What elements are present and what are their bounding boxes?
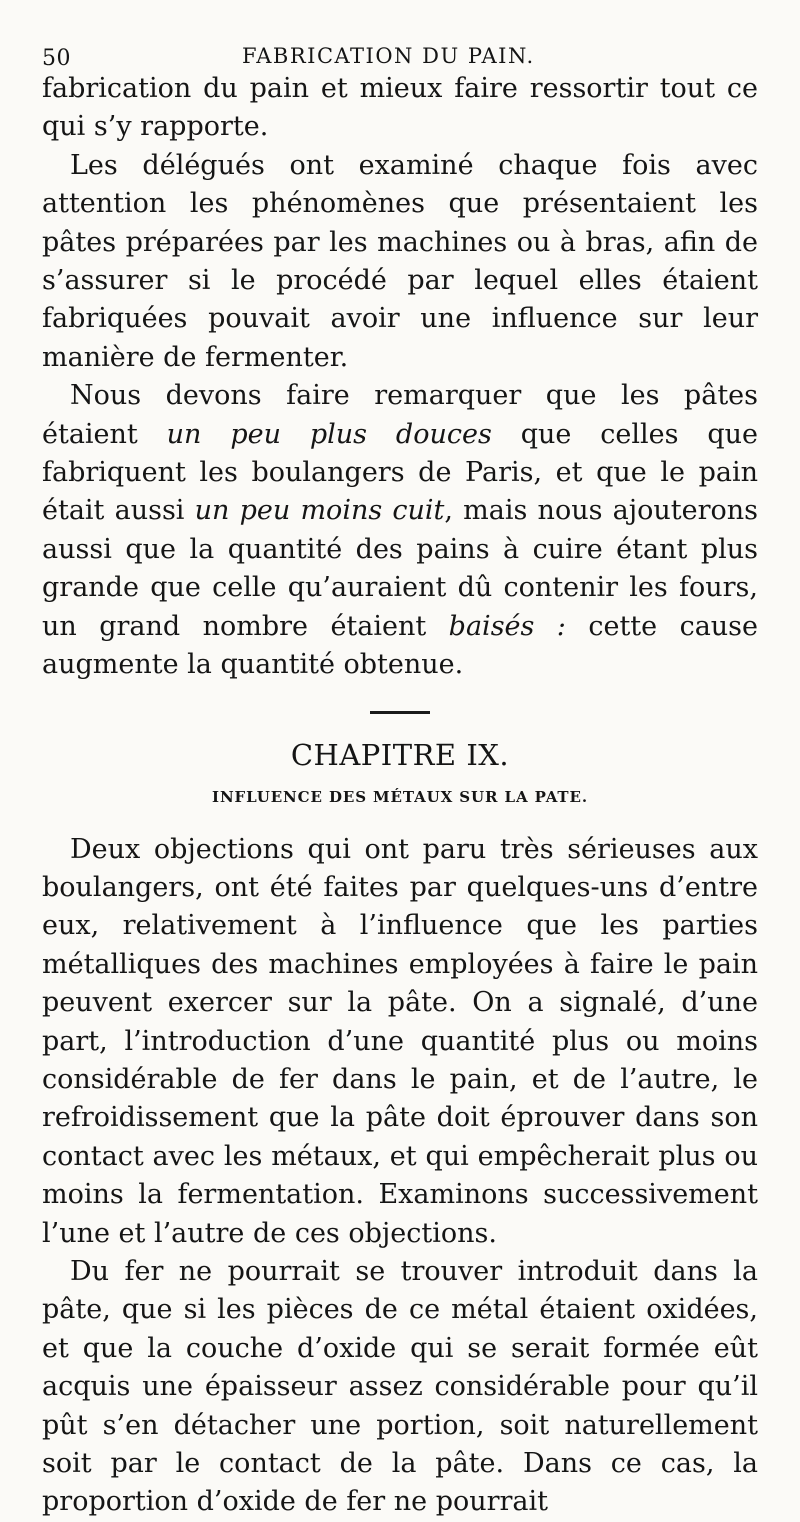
running-title: FABRICATION DU PAIN. <box>242 44 535 68</box>
paragraph-remarks-text-3: , mais nous ajouterons aussi que la quantité des pains à cuire étant plus grande que celle qu’auraient dû contenir les fours, un grand nombre étaient <box>42 495 758 642</box>
paragraph-iron: Du fer ne pourrait se trouver introduit dans la pâte, que si les pièces de ce métal étaient oxidées, et que la couche d’oxide qui se serait formée eût acquis une épaisseur assez considérable pour qu’il pût s’en détacher une portion, soit naturellement soit par le contact de la pâte. Dans ce cas, la proportion d’oxide de fer ne pourrait <box>42 1255 758 1518</box>
paragraph-remarks-text-2: que celles que fabriquent les boulangers de Paris, et que le pain était aussi <box>42 418 758 527</box>
paragraph-continuation: fabrication du pain et mieux faire ressortir tout ce qui s’y rapporte. <box>42 73 758 143</box>
italic-word-baises: baisés : <box>448 610 566 642</box>
chapter-title: CHAPITRE IX. <box>290 737 510 772</box>
running-header <box>42 28 758 70</box>
paragraph-remarks-text-1: Nous devons faire remarquer que les pâtes étaient <box>42 380 758 450</box>
paragraph-delegates: Les délégués ont examiné chaque fois avec attention les phénomènes que présentaient les pâtes préparées par les machines ou à bras, afin de s’assurer si le procédé par lequel elles étaient fabriquées pouvait avoir une influence sur leur manière de fermenter. <box>42 149 758 373</box>
italic-phrase-cuit: un peu moins cuit <box>194 495 445 527</box>
italic-phrase-douces: un peu plus douces <box>166 418 492 450</box>
paragraph-remarks <box>42 377 758 684</box>
paragraph-remarks-text-4: cette cause augmente la quantité obtenue. <box>42 610 759 681</box>
chapter-divider-rule <box>370 711 430 714</box>
paragraph-objections: Deux objections qui ont paru très sérieuses aux boulangers, ont été faites par quelques-uns d’entre eux, relativement à l’influence que les parties métalliques des machines employées à faire le pain peuvent exercer sur la pâte. On a signalé, d’une part, l’introduction d’une quantité plus ou moins considérable de fer dans le pain, et de l’autre, le refroidissement que la pâte doit éprouver dans son contact avec les métaux, et qui empêcherait plus ou moins la fermentation. Examinons successivement l’une et l’autre de ces objections. <box>42 833 758 1249</box>
chapter-subtitle: INFLUENCE DES MÉTAUX SUR LA PATE. <box>212 787 588 806</box>
page-number: 50 <box>42 46 71 71</box>
